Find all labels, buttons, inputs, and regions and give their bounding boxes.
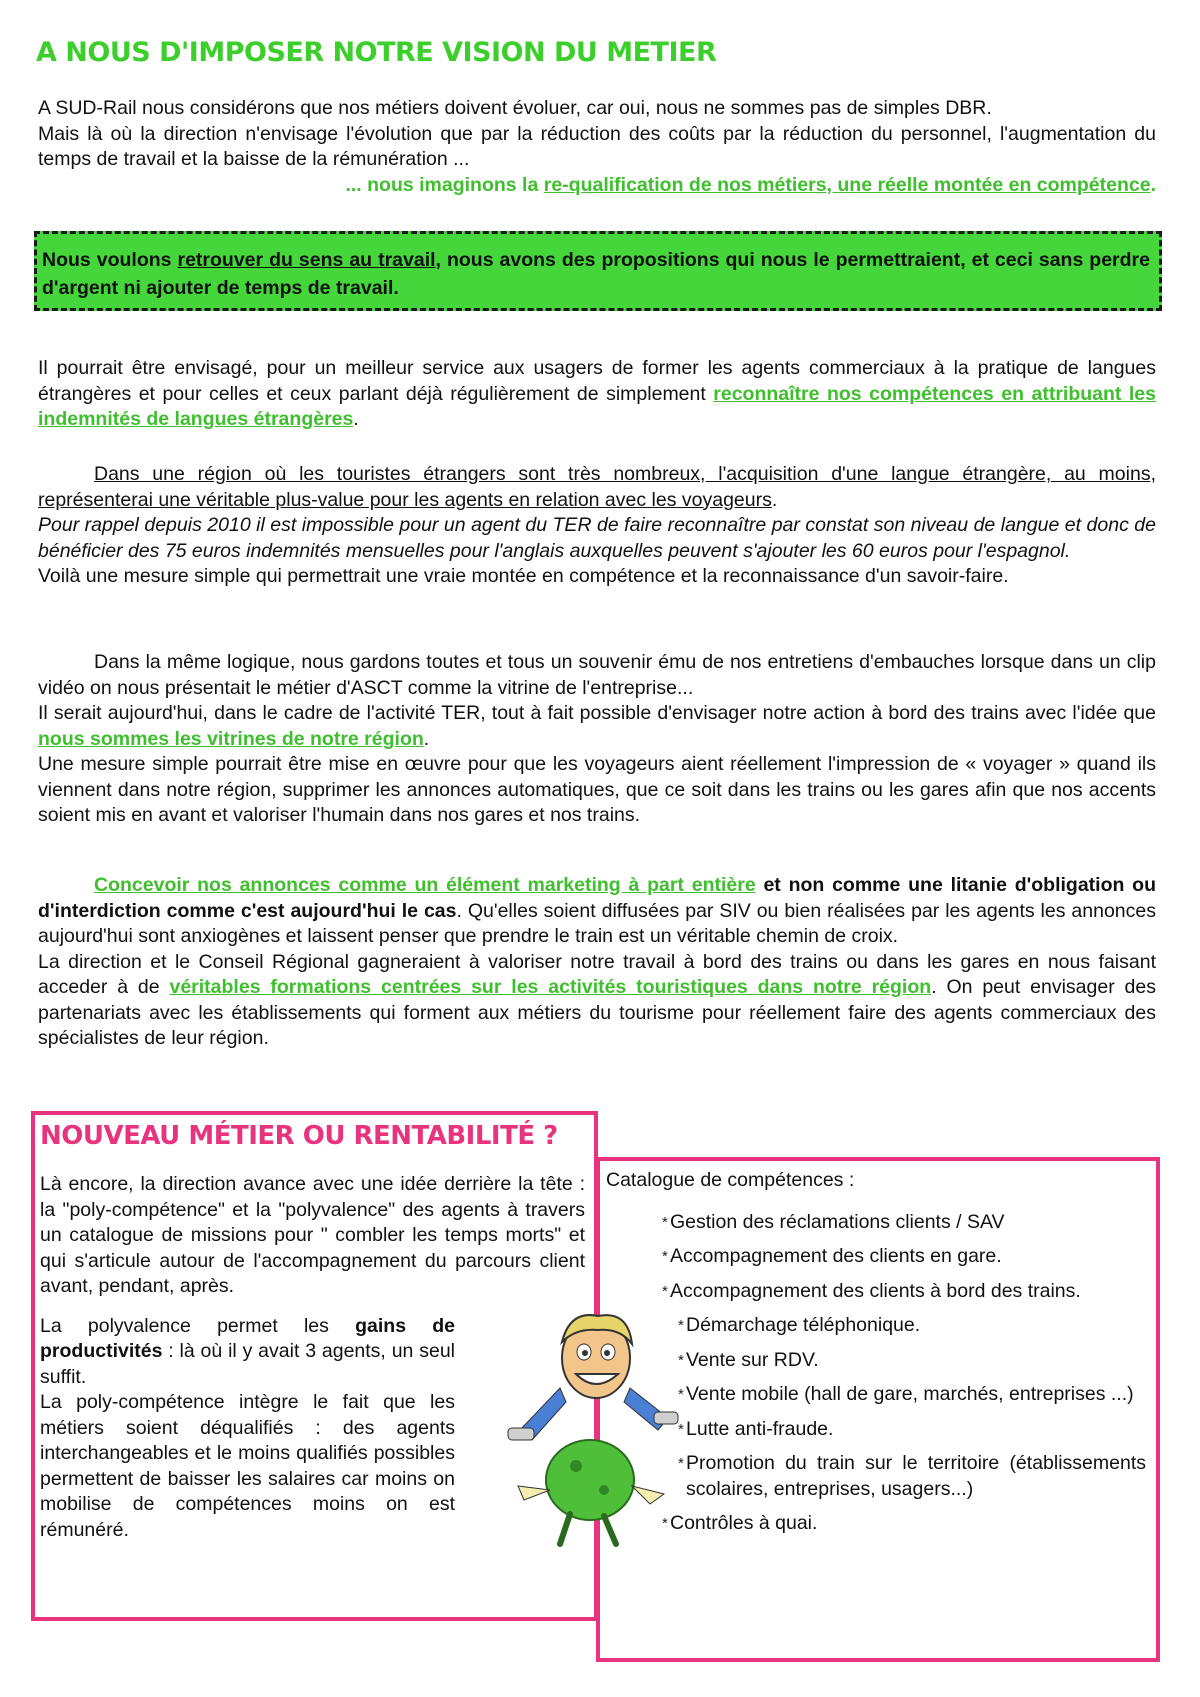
tourists-section xyxy=(38,462,1156,590)
logic-p1: Dans la même logique, nous gardons toutes et tous un souvenir ému de nos entretiens d'embauches lorsque dans un clip vidéo on nous présentait le métier d'ASCT comme la vitrine de l'entreprise... xyxy=(38,651,1156,699)
logic-p2 xyxy=(38,701,1156,752)
tourists-measure: Voilà une mesure simple qui permettrait une vraie montée en compétence et la reconnaissance d'un savoir-faire. xyxy=(38,565,1009,587)
formations-link: véritables formations centrées sur les activités touristiques dans notre région xyxy=(169,976,932,998)
announcements-p2 xyxy=(38,950,1156,1052)
announcements-p1 xyxy=(38,873,1156,950)
section-title: NOUVEAU MÉTIER OU RENTABILITÉ ? xyxy=(40,1121,558,1151)
vitrines-link: nous sommes les vitrines de notre région xyxy=(38,727,424,750)
bullet-icon: * xyxy=(678,1455,684,1472)
catalog-subitem-text: Lutte anti-fraude. xyxy=(686,1417,834,1440)
intro-line-1: A SUD-Rail nous considérons que nos métiers doivent évoluer, car oui, nous ne sommes pas de simples DBR. xyxy=(38,97,992,119)
bullet-icon: * xyxy=(662,1213,668,1231)
announcements-p2-text: La direction et le Conseil Régional gagneraient à valoriser notre travail à bord des trains ou dans les gares en nous faisant acceder à de xyxy=(38,950,1156,998)
requalification-link: re-qualification de nos métiers, une réelle montée en compétence xyxy=(543,173,1151,196)
catalog-item-text: Accompagnement des clients en gare. xyxy=(670,1245,1002,1267)
intro-line-3 xyxy=(38,173,1156,199)
callout-text xyxy=(42,246,1150,302)
callout-after: , nous avons des propositions qui nous le permettraient, et ceci sans perdre d'argent ni ajouter de temps de travail. xyxy=(42,249,1150,299)
languages-text: Il pourrait être envisagé, pour un meilleur service aux usagers de former les agents commerciaux à la pratique de langues étrangères et pour celles et ceux parlant déjà régulièrement de simplement xyxy=(38,357,1156,405)
bullet-icon: * xyxy=(678,1386,684,1403)
intro-line-3-prefix: ... nous imaginons la xyxy=(345,173,544,196)
catalog-list xyxy=(606,1210,1146,1537)
catalog-item xyxy=(606,1279,1146,1305)
section-p2-bold: gains de productivités xyxy=(40,1314,455,1362)
languages-section xyxy=(38,356,1156,433)
intro-line-2: Mais là où la direction n'envisage l'évolution que par la réduction des coûts par la réduction du personnel, l'augmentation du temps de travail et la baisse de la rémunération ... xyxy=(38,122,1156,170)
announcements-link: Concevoir nos annonces comme un élément marketing à part entière xyxy=(94,874,756,896)
catalog-subitem-text: Vente sur RDV. xyxy=(686,1348,819,1371)
bullet-icon: * xyxy=(678,1317,684,1334)
catalog-subitem xyxy=(606,1382,1146,1408)
tourists-italic: Pour rappel depuis 2010 il est impossible pour un agent du TER de faire reconnaître par constat son niveau de langue et donc de bénéficier des 75 euros indemnités mensuelles pour l'anglais auxquelles peuvent s'ajouter les 60 euros pour l'espagnol. xyxy=(38,514,1156,562)
catalog-item xyxy=(606,1511,1146,1537)
bullet-icon: * xyxy=(662,1515,668,1532)
tourists-paragraph xyxy=(38,462,1156,513)
catalog-subitem-text: Vente mobile (hall de gare, marchés, entreprises ...) xyxy=(686,1383,1134,1405)
catalog-item xyxy=(606,1210,1146,1236)
catalog-item-text: Contrôles à quai. xyxy=(670,1512,818,1534)
intro-section xyxy=(38,96,1156,198)
logic-p2-text: Il serait aujourd'hui, dans le cadre de l'activité TER, tout à fait possible d'envisager notre action à bord des trains avec l'idée que xyxy=(38,702,1156,724)
section-p2-a: La polyvalence permet les xyxy=(40,1314,356,1337)
intro-line-3-suffix: . xyxy=(1150,173,1156,196)
page-title: A NOUS D'IMPOSER NOTRE VISION DU METIER xyxy=(36,37,717,68)
callout-before: Nous voulons xyxy=(42,249,178,271)
catalog-item-text: Gestion des réclamations clients / SAV xyxy=(670,1210,1005,1233)
catalog-subitem-text: Démarchage téléphonique. xyxy=(686,1314,921,1336)
announcements-rest: . Qu'elles soient diffusées par SIV ou bien réalisées par les agents les annonces aujourd'hui sont anxiogènes et laissent penser que prendre le train est un véritable chemin de croix. xyxy=(38,899,1156,947)
languages-end: . xyxy=(353,408,359,430)
languages-paragraph xyxy=(38,356,1156,433)
catalog-subitem xyxy=(606,1417,1146,1443)
catalog-subitem xyxy=(606,1451,1146,1502)
catalog-subitem xyxy=(606,1313,1146,1339)
announcements-section xyxy=(38,873,1156,1052)
section-p2-b: : là où il y avait 3 agents, un seul suffit. xyxy=(40,1340,455,1388)
catalog-subitem xyxy=(606,1348,1146,1374)
bullet-icon: * xyxy=(678,1420,684,1438)
callout-underlined: retrouver du sens au travail xyxy=(177,249,436,271)
logic-p2-end: . xyxy=(423,727,430,750)
section-p1: Là encore, la direction avance avec une idée derrière la tête : la "poly-compétence" et la "polyvalence" des agents à travers un catalogue de missions pour " combler les temps morts" et qui s'articule autour de l'accompagnement du parcours client avant, pendant, après. xyxy=(40,1173,585,1297)
languages-link: reconnaître nos compétences en attribuant les indemnités de langues étrangères xyxy=(38,382,1156,430)
logic-p3: Une mesure simple pourrait être mise en œuvre pour que les voyageurs aient réellement l'impression de « voyager » quand ils viennent dans notre région, supprimer les annonces automatiques, que ce soit dans les trains ou les gares afin que nos accents soient mis en avant et valoriser l'humain dans nos gares et nos trains. xyxy=(38,753,1156,826)
tourists-dot: . xyxy=(771,488,778,511)
catalog-item-text: Accompagnement des clients à bord des trains. xyxy=(670,1279,1081,1302)
tourists-underlined: Dans une région où les touristes étrangers sont très nombreux, l'acquisition d'une langue étrangère, au moins, représenterai une véritable plus-value pour les agents en relation avec les voyageurs xyxy=(38,463,1156,511)
catalog-subitem-text: Promotion du train sur le territoire (établissements scolaires, entreprises, usagers...) xyxy=(686,1452,1146,1500)
catalog-item xyxy=(606,1244,1146,1270)
announcements-p2-end: . On peut envisager des partenariats avec les établissements qui forment aux métiers du tourisme pour réellement faire des agents commerciaux des spécialistes de leur région. xyxy=(38,976,1156,1049)
bullet-icon: * xyxy=(662,1248,668,1265)
logic-section xyxy=(38,650,1156,829)
catalog-heading: Catalogue de compétences : xyxy=(606,1169,855,1191)
bullet-icon: * xyxy=(678,1351,684,1369)
catalog xyxy=(606,1168,1146,1546)
bullet-icon: * xyxy=(662,1282,668,1300)
announcements-bold: et non comme une litanie d'obligation ou d'interdiction comme c'est aujourd'hui le cas xyxy=(38,874,1156,922)
section-p3: La poly-compétence intègre le fait que les métiers soient déqualifiés : des agents interchangeables et le moins qualifiés possibles permettent de baisser les salaires car moins on mobilise de compétences moins on est rémunéré. xyxy=(40,1391,455,1541)
